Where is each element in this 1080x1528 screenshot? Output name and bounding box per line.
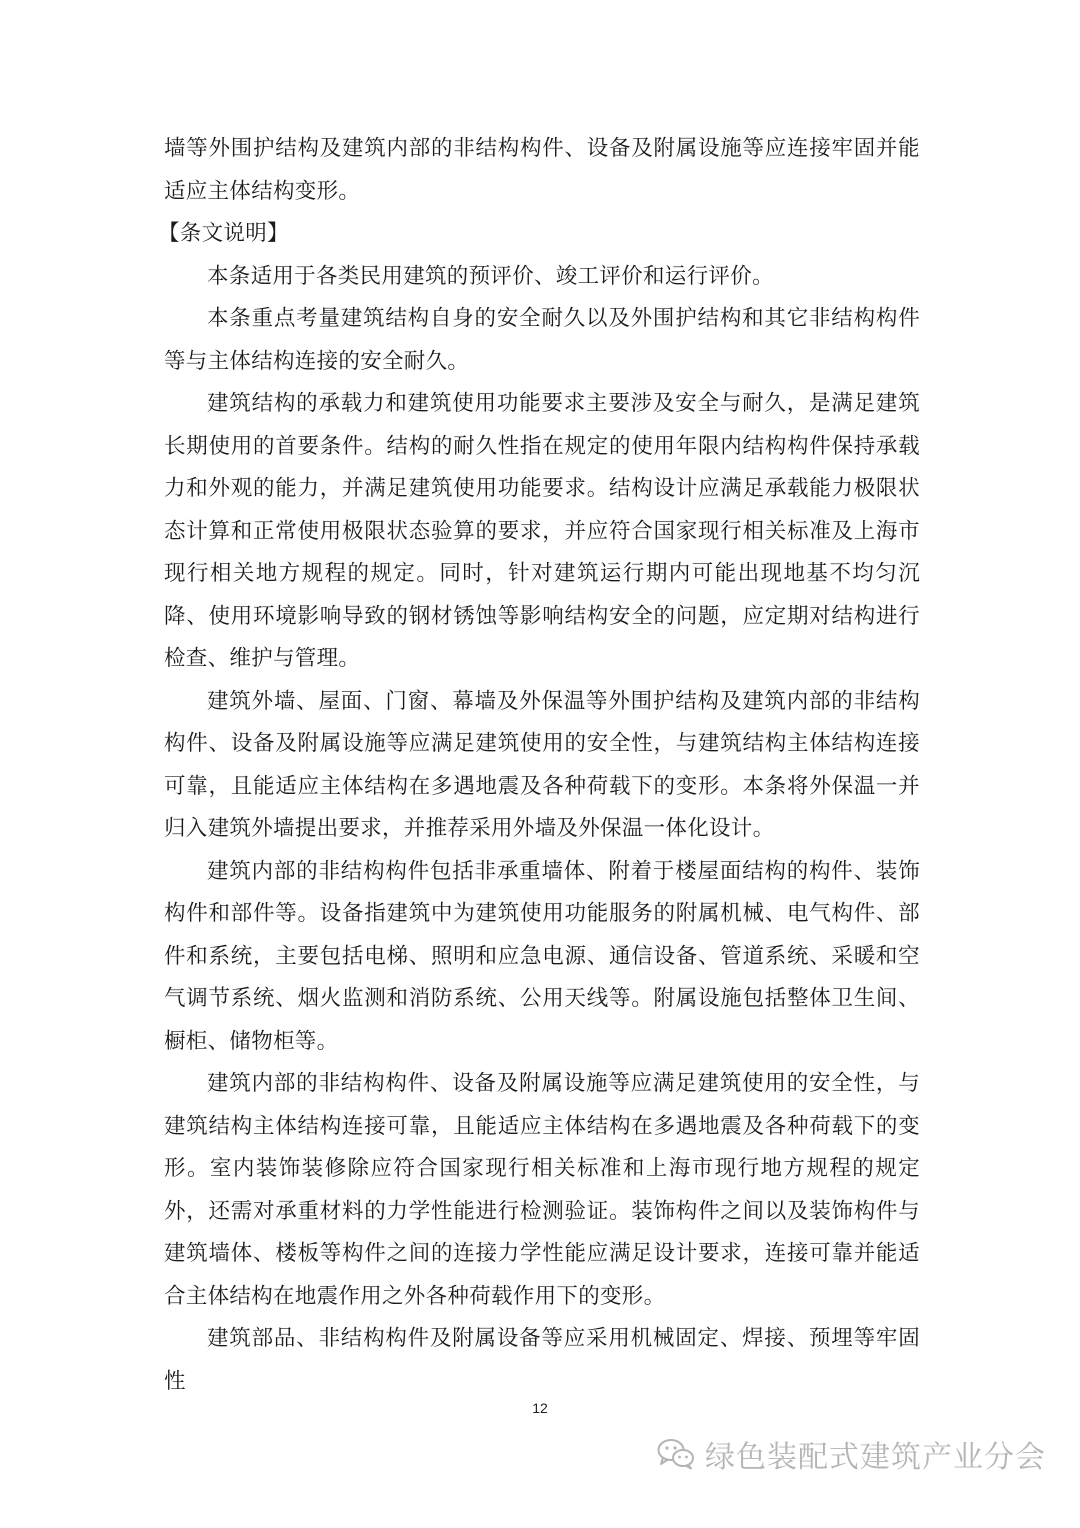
page-number: 12: [532, 1400, 548, 1416]
paragraph: 建筑部品、非结构构件及附属设备等应采用机械固定、焊接、预埋等牢固性: [164, 1326, 920, 1394]
paragraph: 墙等外围护结构及建筑内部的非结构构件、设备及附属设施等应连接牢固并能适应主体结构变形。: [164, 136, 920, 204]
watermark: [657, 1432, 1046, 1476]
wechat-icon: [657, 1438, 695, 1470]
paragraph: 建筑内部的非结构构件包括非承重墙体、附着于楼屋面结构的构件、装饰构件和部件等。设备指建筑中为建筑使用功能服务的附属机械、电气构件、部件和系统，主要包括电梯、照明和应急电源、通信设备、管道系统、采暖和空气调节系统、烟火监测和消防系统、公用天线等。附属设施包括整体卫生间、橱柜、储物柜等。: [164, 858, 920, 1054]
paragraph: 本条重点考量建筑结构自身的安全耐久以及外围护结构和其它非结构构件等与主体结构连接的安全耐久。: [164, 306, 920, 374]
section-heading: 【条文说明】: [158, 221, 289, 246]
paragraph: 建筑内部的非结构构件、设备及附属设施等应满足建筑使用的安全性，与建筑结构主体结构连接可靠，且能适应主体结构在多遇地震及各种荷载下的变形。室内装饰装修除应符合国家现行相关标准和上海市现行地方规程的规定外，还需对承重材料的力学性能进行检测验证。装饰构件之间以及装饰构件与建筑墙体、楼板等构件之间的连接力学性能应满足设计要求，连接可靠并能适合主体结构在地震作用之外各种荷载作用下的变形。: [164, 1071, 920, 1309]
paragraph: 建筑结构的承载力和建筑使用功能要求主要涉及安全与耐久，是满足建筑长期使用的首要条件。结构的耐久性指在规定的使用年限内结构构件保持承载力和外观的能力，并满足建筑使用功能要求。结构设计应满足承载能力极限状态计算和正常使用极限状态验算的要求，并应符合国家现行相关标准及上海市现行相关地方规程的规定。同时，针对建筑运行期内可能出现地基不均匀沉降、使用环境影响导致的钢材锈蚀等影响结构安全的问题，应定期对结构进行检查、维护与管理。: [164, 391, 920, 671]
document-body: [158, 128, 920, 1403]
paragraph: 建筑外墙、屋面、门窗、幕墙及外保温等外围护结构及建筑内部的非结构构件、设备及附属设施等应满足建筑使用的安全性，与建筑结构主体结构连接可靠，且能适应主体结构在多遇地震及各种荷载下的变形。本条将外保温一并归入建筑外墙提出要求，并推荐采用外墙及外保温一体化设计。: [164, 688, 920, 841]
watermark-text: 绿色装配式建筑产业分会: [705, 1440, 1046, 1475]
paragraph: 本条适用于各类民用建筑的预评价、竣工评价和运行评价。: [207, 263, 774, 289]
